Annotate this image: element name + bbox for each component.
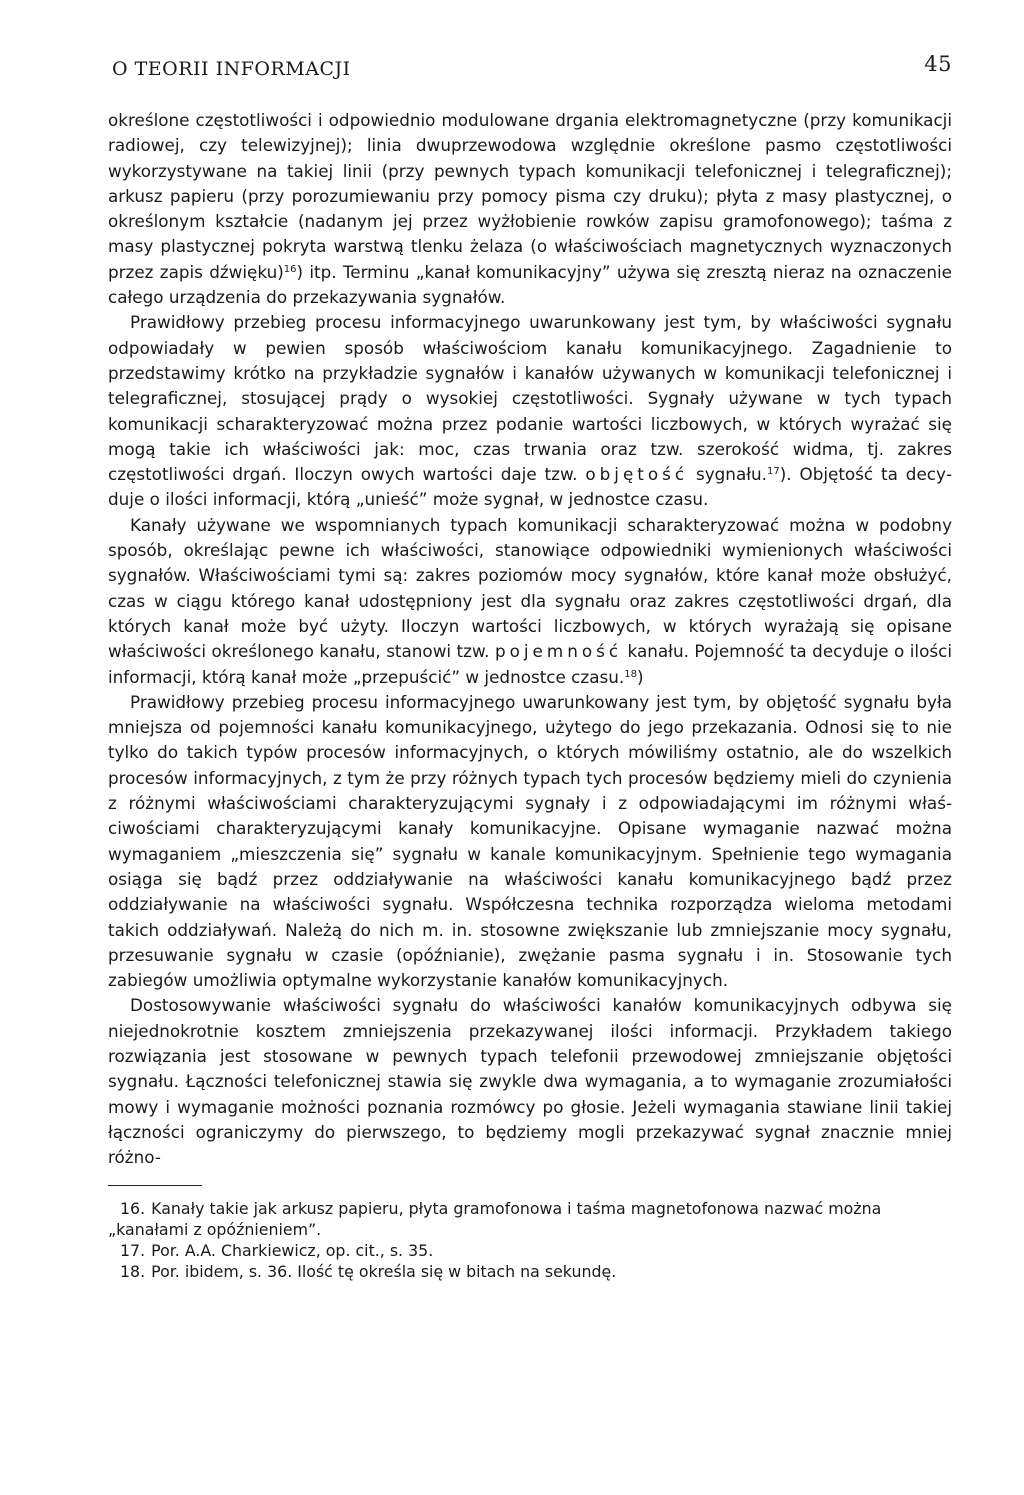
text-run: Kanały używane we wspomnianych typach komunikacji scharakteryzować można w podobny sposób, określając pewne ich właściwości, stanowiące odpowiedniki wymienionych właściwości sygnałów. Właściwościami tymi są: zakres poziomów mocy sygnałów, które kanał może obsłużyć, czas w ciągu którego kanał udostępniony jest dla sygnału oraz zakres częstotliwości drgań, dla których kanał może być użyty. Iloczyn wartości liczbowych, w których wyrażają się opisane właściwości określonego kanału, stanowi tzw. <box>108 514 952 662</box>
paragraph <box>108 108 952 310</box>
footnotes <box>108 1198 952 1282</box>
book-page <box>108 52 952 1282</box>
footnote-reference: 17 <box>766 466 780 478</box>
footnote-reference: 18 <box>624 668 637 680</box>
text-run: Prawidłowy przebieg procesu informacyjnego uwarunkowany jest tym, by objętość sygnału była mniejsza od pojemności kanału komunikacyjnego, użytego do jego przekazania. Odnosi się to nie tylko do takich typów procesów informacyjnych, o których mówiliśmy ostatnio, ale do wszelkich procesów informacyjnych, z tym że przy różnych typach tych procesów będziemy mieli do czynienia z różnymi właściwościami charakteryzującymi sygnały i z odpowiadającymi im różnymi właściwościami charakteryzującymi kanały komunikacyjne. Opisane wymaganie nazwać można wymaganiem „mieszczenia się” sygnału w kanale komunikacyjnym. Spełnienie tego wymagania osiąga się bądź przez oddziaływanie na właściwości kanału komunikacyjnego bądź przez oddziaływanie na właściwości sygnału. Współczesna technika rozporządza wieloma metodami takich oddziaływań. Należą do nich m. in. stosowne zwiększanie lub zmniejszanie mocy sygnału, przesuwanie sygnału w czasie (opóźnianie), zwężanie pasma sygnału i in. Stosowanie tych zabiegów umożliwia optymalne wykorzystanie kanałów komunikacyjnych. <box>108 691 952 991</box>
footnote-separator <box>108 1185 202 1186</box>
emphasized-term: pojemność <box>494 641 623 662</box>
footnote-reference: 16 <box>283 263 297 275</box>
running-head <box>108 52 952 86</box>
footnote <box>108 1240 952 1261</box>
footnote-text: Por. ibidem, s. 36. Ilość tę określa się w bitach na sekundę. <box>151 1262 617 1282</box>
footnote <box>108 1261 952 1282</box>
paragraph <box>108 993 952 1170</box>
body-text <box>108 108 952 1170</box>
footnote-text: Kanały takie jak arkusz papieru, płyta gramofonowa i taśma magnetofonowa nazwać można „kanałami z opóźnieniem”. <box>108 1199 882 1240</box>
paragraph <box>108 513 952 690</box>
footnote <box>108 1198 952 1240</box>
text-run: ). Objętość ta decyduje o ilości informacji, którą „unieść” może sygnał, w jednostce czasu. <box>108 464 952 510</box>
footnote-number: 16. <box>120 1199 146 1219</box>
footnote-text: Por. A.A. Charkiewicz, op. cit., s. 35. <box>151 1241 434 1261</box>
footnote-number: 17. <box>120 1241 146 1261</box>
text-run: ) itp. Terminu „kanał komunikacyjny” używa się zresztą nieraz na oznaczenie całego urządzenia do przekazywania sygnałów. <box>108 261 952 308</box>
text-run: sygnału. <box>688 464 767 485</box>
footnote-number: 18. <box>120 1262 146 1282</box>
text-run: kanału. Pojemność ta decyduje o ilości informacji, którą kanał może „przepuścić” w jednostce czasu. <box>108 641 952 687</box>
page-number: 45 <box>924 52 952 76</box>
paragraph <box>108 690 952 994</box>
running-title: O TEORII INFORMACJI <box>112 58 351 80</box>
text-run: Prawidłowy przebieg procesu informacyjnego uwarunkowany jest tym, by właściwości sygnału odpowiadały w pewien sposób właściwościom kanału komunikacyjnego. Zagadnienie to przedstawimy krótko na przykładzie sygnałów i kanałów używanych w komunikacji telefonicznej i telegraficznej, stosującej prądy o wysokiej częstotliwości. Sygnały używane w tych typach komunikacji scharakteryzować można przez podanie wartości liczbowych, w których wyrażać się mogą takie ich właściwości jak: moc, czas trwania oraz tzw. szerokość widma, tj. zakres częstotliwości drgań. Iloczyn owych wartości daje tzw. <box>108 312 952 485</box>
text-run: Dostosowywanie właściwości sygnału do właściwości kanałów komunikacyjnych odbywa się niejednokrotnie kosztem zmniejszenia przekazywanej ilości informacji. Przykładem takiego rozwiązania jest stosowane w pewnych typach telefonii przewodowej zmniejszanie objętości sygnału. Łączności telefonicznej stawia się zwykle dwa wymagania, a to wymaganie zrozumiałości mowy i wymaganie możności poznania rozmówcy po głosie. Jeżeli wymagania stawiane linii takiej łączności ograniczymy do pierwszego, to będziemy mogli przekazywać sygnał znacznie mniej różno- <box>108 995 952 1168</box>
text-run: określone częstotliwości i odpowiednio modulowane drgania elektromagnetyczne (przy komunikacji radiowej, czy telewizyjnej); linia dwuprzewodowa względnie określone pasmo częstotliwości wykorzystywane na takiej linii (przy pewnych typach komunikacji telefonicznej i telegraficznej); arkusz papieru (przy porozumiewaniu przy pomocy pisma czy druku); płyta z masy plastycznej, o określonym kształcie (nadanym jej przez wyżłobienie rowków zapisu gramofonowego); taśma z masy plastycznej pokryta warstwą tlenku żelaza (o właściwościach magnetycznych wyznaczonych przez zapis dźwięku) <box>108 110 952 282</box>
emphasized-term: objętość <box>585 464 689 485</box>
text-run: ) <box>636 666 644 687</box>
paragraph <box>108 310 952 512</box>
